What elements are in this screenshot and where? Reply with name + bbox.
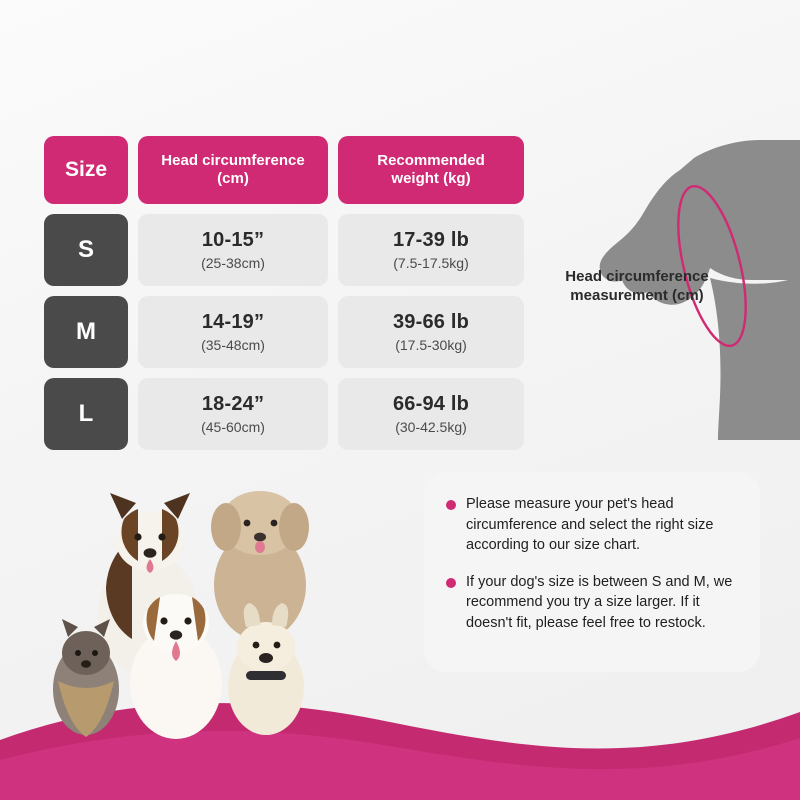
header-label-weight-line2: weight (kg) (391, 170, 471, 187)
cell-weight-l-sub: (30-42.5kg) (395, 419, 467, 435)
cell-head-s (138, 214, 328, 286)
measurement-caption (532, 268, 742, 306)
bullet-icon (446, 578, 456, 588)
header-cell-head-circumference (138, 136, 328, 204)
measurement-caption-line1: Head circumference (565, 268, 709, 285)
header-label-size: Size (64, 158, 108, 182)
header-cell-size (44, 136, 128, 204)
header-label-head-line2: (cm) (217, 170, 249, 187)
table-row (44, 214, 524, 286)
cell-size-s: S (44, 214, 128, 286)
cell-weight-s (338, 214, 524, 286)
note-text-between-sizes: If your dog's size is between S and M, we recommend you try a size larger. If it doesn't fit, please feel free to restock. (466, 573, 733, 631)
table-row (44, 296, 524, 368)
cell-weight-l-main: 66-94 lb (392, 393, 470, 415)
cell-weight-m-main: 39-66 lb (392, 311, 470, 333)
cell-weight-m-sub: (17.5-30kg) (395, 337, 467, 353)
dogs-group-photo (28, 475, 368, 745)
header-label-weight-line1: Recommended (377, 152, 485, 169)
cell-head-s-main: 10-15” (201, 229, 265, 251)
cell-weight-s-main: 17-39 lb (392, 229, 470, 251)
cell-head-m-main: 14-19” (201, 311, 265, 333)
bullet-icon (446, 500, 456, 510)
cell-head-m-sub: (35-48cm) (201, 337, 265, 353)
notes-card (424, 472, 760, 672)
cell-weight-s-sub: (7.5-17.5kg) (393, 255, 469, 271)
header-label-head-line1: Head circumference (161, 152, 305, 169)
cell-head-l-main: 18-24” (201, 393, 265, 415)
measurement-caption-line2: measurement (cm) (570, 286, 704, 304)
cell-size-l: L (44, 378, 128, 450)
cell-head-m (138, 296, 328, 368)
cell-weight-m (338, 296, 524, 368)
note-item (446, 572, 736, 634)
note-item (446, 494, 736, 556)
size-chart-table (44, 136, 524, 460)
cell-head-l (138, 378, 328, 450)
table-row (44, 378, 524, 450)
note-text-measure: Please measure your pet's head circumference and select the right size according to our size chart. (466, 496, 714, 554)
header-cell-recommended-weight (338, 136, 524, 204)
cell-head-s-sub: (25-38cm) (201, 255, 265, 271)
table-header-row (44, 136, 524, 204)
cell-head-l-sub: (45-60cm) (201, 419, 265, 435)
cell-weight-l (338, 378, 524, 450)
cell-size-m: M (44, 296, 128, 368)
poodle-dog (211, 491, 309, 640)
